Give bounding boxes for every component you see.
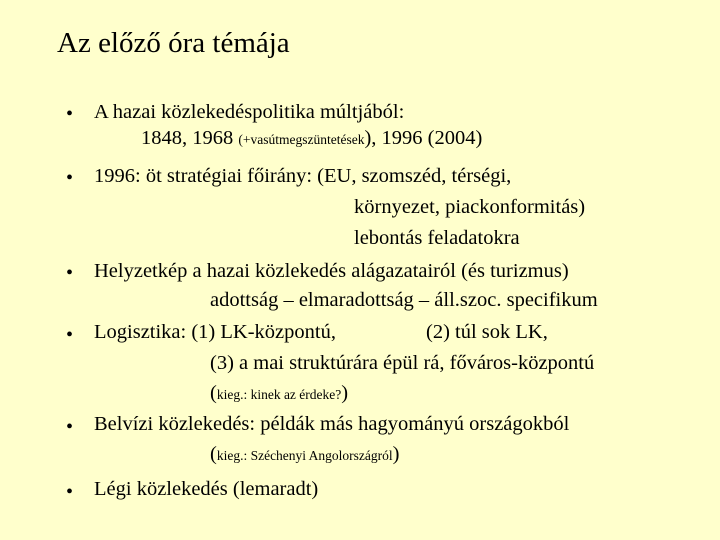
item-1-note: (+vasútmegszüntetések <box>238 132 365 147</box>
item-1-years-end: ), 1996 (2004) <box>364 127 483 149</box>
item-3-line-2: adottság – elmaradottság – áll.szoc. specifikum <box>210 289 598 311</box>
item-4-line-1b: (2) túl sok LK, <box>426 321 548 343</box>
item-4-paren-open: ( <box>210 382 217 404</box>
item-4-note: kieg.: kinek az érdeke? <box>216 387 342 402</box>
item-1-years: 1848, 1968 <box>141 127 239 149</box>
item-5-line-1: Belvízi közlekedés: példák más hagyományú országokból <box>94 413 570 435</box>
item-5-paren-close: ) <box>392 443 400 465</box>
slide-title: Az előző óra témája <box>57 27 290 59</box>
item-2-line-1: 1996: öt stratégiai főirány: (EU, szomszéd, térségi, <box>94 165 512 187</box>
item-5-note: kieg.: Széchenyi Angolországról <box>216 448 393 463</box>
item-1-line-2 <box>141 128 482 149</box>
item-5-line-2 <box>210 444 400 465</box>
bullet-icon: • <box>66 324 74 346</box>
bullet-icon: • <box>66 103 74 125</box>
item-3-line-1: Helyzetkép a hazai közlekedés alágazatairól (és turizmus) <box>94 260 569 282</box>
item-4-line-2: (3) a mai struktúrára épül rá, főváros-központú <box>210 352 595 374</box>
item-2-line-2: környezet, piackonformitás) <box>354 196 586 218</box>
item-5-paren-open: ( <box>210 443 217 465</box>
item-4-line-3 <box>210 383 348 404</box>
bullet-icon: • <box>66 262 74 284</box>
bullet-icon: • <box>66 167 74 189</box>
item-1-line-1: A hazai közlekedéspolitika múltjából: <box>94 101 405 123</box>
bullet-icon: • <box>66 416 74 438</box>
item-4-line-1: Logisztika: (1) LK-központú, <box>94 321 336 343</box>
item-6-line-1: Légi közlekedés (lemaradt) <box>94 478 319 500</box>
bullet-icon: • <box>66 481 74 503</box>
item-2-line-3: lebontás feladatokra <box>354 227 520 249</box>
item-4-paren-close: ) <box>341 382 349 404</box>
